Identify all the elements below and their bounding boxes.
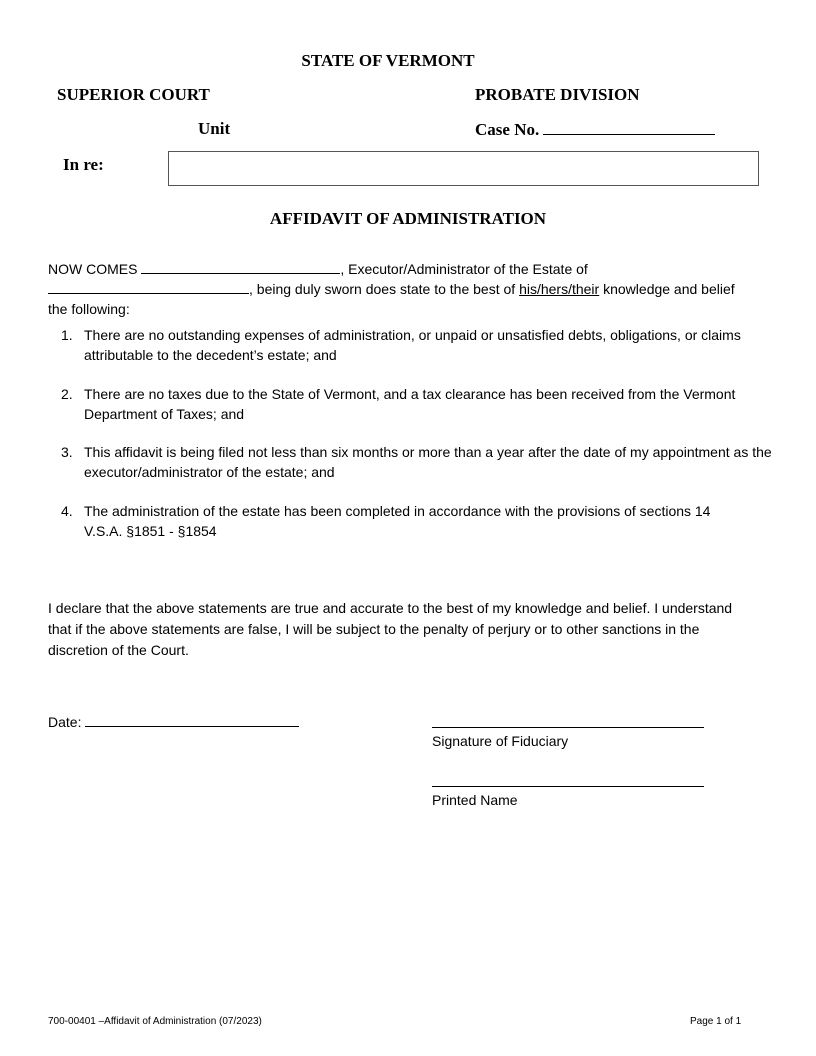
list-item-number: 1.	[61, 327, 73, 343]
division-heading: PROBATE DIVISION	[475, 85, 640, 104]
unit-label: Unit	[198, 119, 231, 138]
sworn-text: , being duly sworn does state to the best of	[249, 281, 516, 297]
fiduciary-signature-line[interactable]	[432, 727, 704, 728]
list-item-number: 4.	[61, 503, 73, 519]
pronoun-options: his/hers/their	[519, 281, 600, 297]
date-blank[interactable]	[85, 712, 299, 727]
form-id-footer: 700-00401 –Affidavit of Administration (07/2023)	[48, 1016, 262, 1027]
court-heading: SUPERIOR COURT	[57, 85, 210, 104]
list-item: There are no taxes due to the State of Vermont, and a tax clearance has been received from the Vermont Department of Taxes; and	[84, 386, 736, 422]
list-item: The administration of the estate has been completed in accordance with the provisions of sections 14 V.S.A. §1851 - §1854	[84, 503, 711, 539]
case-number-field[interactable]	[475, 119, 715, 140]
in-re-label: In re:	[63, 155, 104, 174]
page-title: AFFIDAVIT OF ADMINISTRATION	[269, 209, 547, 228]
knowledge-text: knowledge and belief	[599, 281, 735, 297]
printed-name-line[interactable]	[432, 786, 704, 787]
affiant-name-blank[interactable]	[141, 259, 340, 274]
state-heading: STATE OF VERMONT	[301, 51, 475, 70]
page-number-footer: Page 1 of 1	[690, 1016, 742, 1027]
declaration-paragraph: I declare that the above statements are true and accurate to the best of my knowledge and belief. I understand that if the above statements are false, I will be subject to the penalty of perjury or to other sanctions in the discretion of the Court.	[48, 600, 733, 658]
case-number-blank[interactable]	[543, 119, 715, 135]
intro-line-1	[48, 259, 588, 279]
list-item-number: 2.	[61, 386, 73, 402]
list-item: There are no outstanding expenses of administration, or unpaid or unsatisfied debts, obligations, or claims attributable to the decedent’s estate; and	[84, 327, 741, 363]
case-number-label: Case No.	[475, 120, 540, 139]
list-item: This affidavit is being filed not less than six months or more than a year after the date of my appointment as the executor/administrator of the estate; and	[84, 444, 772, 480]
executor-text: , Executor/Administrator of the Estate of	[340, 261, 588, 277]
date-field[interactable]	[48, 712, 299, 732]
fiduciary-signature-label: Signature of Fiduciary	[432, 733, 569, 749]
intro-line-3: the following:	[48, 301, 130, 317]
now-comes-text: NOW COMES	[48, 261, 138, 277]
in-re-input-box[interactable]	[168, 151, 759, 186]
printed-name-label: Printed Name	[432, 792, 518, 808]
list-item-number: 3.	[61, 444, 73, 460]
estate-name-blank[interactable]	[48, 279, 249, 294]
intro-line-2	[48, 279, 735, 299]
date-label: Date:	[48, 714, 82, 730]
